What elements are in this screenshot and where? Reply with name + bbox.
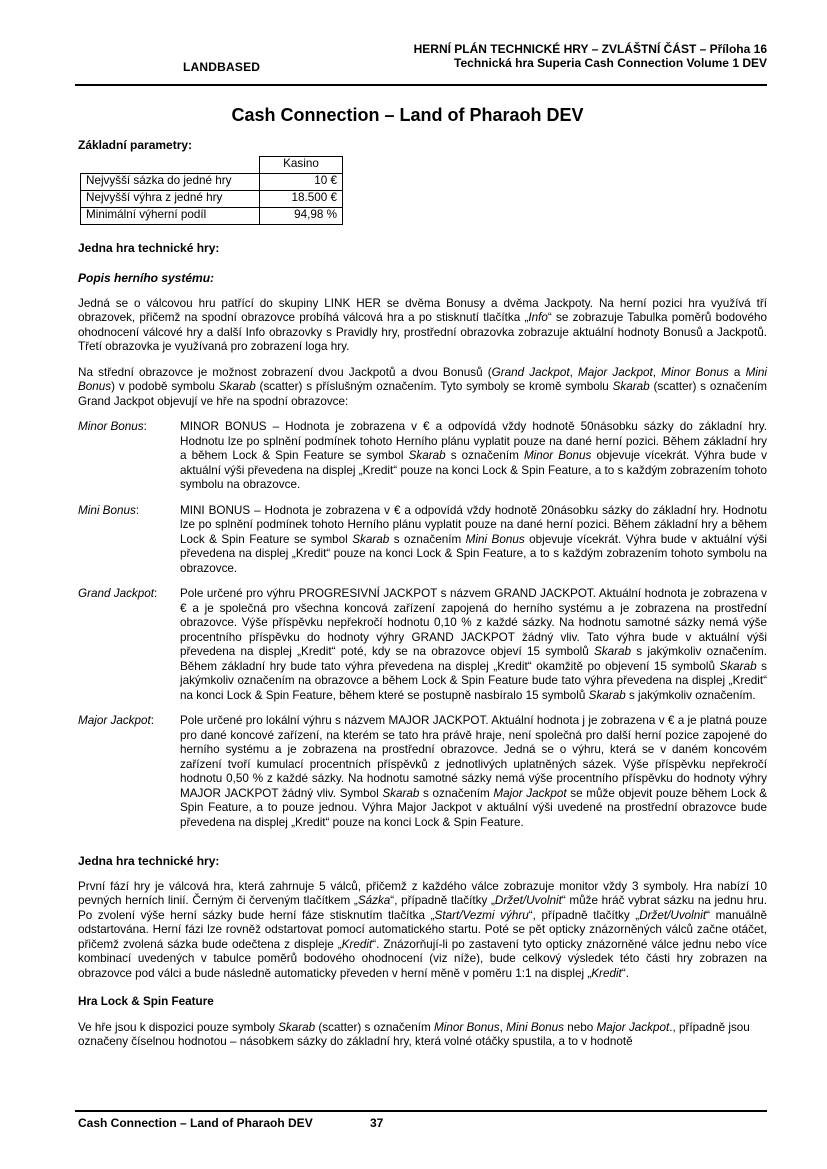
row-value: 18.500 € xyxy=(260,190,343,207)
definition-list xyxy=(78,420,767,830)
table-row xyxy=(81,173,343,190)
footer-title: Cash Connection – Land of Pharaoh DEV xyxy=(78,1116,313,1130)
table-header-row xyxy=(81,156,343,173)
definition-item-minor-bonus xyxy=(78,420,767,493)
paragraph-lock-spin: Ve hře jsou k dispozici pouze symboly Skarab (scatter) s označením Minor Bonus, Mini Bonus nebo Major Jackpot., případně jsou označeny číselnou hodnotou – násobkem sázky do základní hry, která volné otáčky spustila, a to v hodnotě xyxy=(78,1020,750,1048)
header-rule xyxy=(75,84,767,86)
footer-page-number: 37 xyxy=(370,1116,384,1130)
section-heading-popis: Popis herního systému: xyxy=(78,271,215,285)
definition-term: Minor Bonus: xyxy=(78,420,147,433)
table-row xyxy=(81,190,343,207)
row-label: Nejvyšší výhra z jedné hry xyxy=(81,190,260,207)
params-table xyxy=(80,156,343,225)
row-label: Nejvyšší sázka do jedné hry xyxy=(81,173,260,190)
header-right-block xyxy=(414,42,767,70)
definition-item-mini-bonus xyxy=(78,504,767,577)
section-heading-one-game: Jedna hra technické hry: xyxy=(78,240,220,255)
definition-item-major-jackpot xyxy=(78,714,767,830)
paragraph-game-phases: První fází hry je válcová hra, která zahrnuje 5 válců, přičemž z každého válce zobrazuje monitor vždy 3 symboly. Hra nabízí 10 pevných herních linií. Černým či červeným tlačítkem „Sázka“, případně tlačítky „Držet/Uvolnit“ může hráč vybrat sázku na jednu hru. Po zvolení výše herní sázky bude herní fáze stisknutím tlačítka „Start/Vezmi výhru“, případně tlačítky „Držet/Uvolnit“ manuálně odstartována. Herní fázi lze rovněž odstartovat pomocí automatického startu. Poté se pět opticky znázorněných válců začne otáčet, přičemž zvolená sázka bude odečtena z displeje „Kredit“. Znázorňují-li po zastavení tyto opticky znázorněné válce jednu nebo více kombinací uvedených v tabulce poměrů bodového ohodnocení (viz níže), bude celkový výsledek této části hry zobrazen na obrazovce pod válci a bude následně automaticky převeden v herní měně v poměru 1:1 na displej „Kredit“. xyxy=(78,879,767,980)
row-label: Minimální výherní podíl xyxy=(81,207,260,224)
definition-body: Pole určené pro výhru PROGRESIVNÍ JACKPOT s názvem GRAND JACKPOT. Aktuální hodnota je zobrazena v € a je společná pro všechna koncová zařízení zapojená do herního systému a je zobrazena na prostřední obrazovce. Výše příspěvku nepřekročí hodnotu 0,10 % z každé sázky. Na hodnotu samotné sázky nemá výše procentního příspěvku do hodnoty výhry GRAND JACKPOT žádný vliv. Tato výhra bude v aktuální výši převedena na displej „Kredit“ poté, kdy se na obrazovce objeví 15 symbolů Skarab s jakýmkoliv označením. Během základní hry bude tato výhra převedena na displej „Kredit“ okamžitě po objevení 15 symbolů Skarab s jakýmkoliv označením na obrazovce a během Lock & Spin Feature bude tato výhra převedena na displej „Kredit“ na konci Lock & Spin Feature, během které se postupně nasbíralo 15 symbolů Skarab s jakýmkoliv označením. xyxy=(180,587,767,702)
paragraph-system-description: Jedná se o válcovou hru patřící do skupiny LINK HER se dvěma Bonusy a dvěma Jackpoty. Na herní pozici hra využívá tří obrazovek, přičemž na spodní obrazovce probíhá válcová hra a po stisknutí tlačítka „Info“ se zobrazuje Tabulka poměrů bodového ohodnocení válcové hry a další Info obrazovky s Pravidly hry, prostřední obrazovka zobrazuje aktuální hodnoty Bonusů a Jackpotů. Třetí obrazovka je využívaná pro zobrazení loga hry. xyxy=(78,296,767,353)
header-right-line2: Technická hra Superia Cash Connection Volume 1 DEV xyxy=(454,56,767,70)
table-empty-cell xyxy=(81,156,260,173)
definition-term: Mini Bonus: xyxy=(78,503,140,517)
footer-rule xyxy=(75,1110,767,1112)
definition-body: MINI BONUS – Hodnota je zobrazena v € a odpovídá vždy hodnotě 20násobku sázky do základní hry. Hodnotu lze po splnění podmínek tohoto Herního plánu vyplatit pouze na dané herní pozici. Během základní hry a během Lock & Spin Feature se symbol Skarab s označením Mini Bonus objevuje vícekrát. Výhra bude v aktuální výši převedena na displej „Kredit“ pouze na konci Lock & Spin Feature, a to s každým zobrazením tohoto symbolu na obrazovce. xyxy=(180,503,767,575)
row-value: 94,98 % xyxy=(260,207,343,224)
definition-item-grand-jackpot xyxy=(78,587,767,703)
row-value: 10 € xyxy=(260,173,343,190)
params-heading: Základní parametry: xyxy=(78,138,193,152)
header-right-line1: HERNÍ PLÁN TECHNICKÉ HRY – ZVLÁŠTNÍ ČÁST – Příloha 16 xyxy=(413,42,767,56)
section-heading-lock-spin: Hra Lock & Spin Feature xyxy=(78,995,214,1008)
paragraph-middle-screen: Na střední obrazovce je možnost zobrazení dvou Jackpotů a dvou Bonusů (Grand Jackpot, Major Jackpot, Minor Bonus a Mini Bonus) v podobě symbolu Skarab (scatter) s příslušným označením. Tyto symboly se kromě symbolu Skarab (scatter) s označením Grand Jackpot objevují ve hře na spodní obrazovce: xyxy=(78,365,768,408)
definition-body: Pole určené pro lokální výhru s názvem MAJOR JACKPOT. Aktuální hodnota j je zobrazena v € a je platná pouze pro dané koncové zařízení, na kterém se tato hra právě hraje, není společná pro další herní pozice zapojené do herního systému a je zobrazena na prostřední obrazovce. Jedná se o výhru, která se v daném koncovém zařízení tvoří kumulací procentních příspěvků z jednotlivých uplatněných sázek. Výše příspěvku nepřekročí hodnotu 0,50 % z každé sázky. Na hodnotu samotné sázky nemá výše procentního příspěvku do hodnoty výhry MAJOR JACKPOT žádný vliv. Symbol Skarab s označením Major Jackpot se může objevit pouze během Lock & Spin Feature, a to pouze jednou. Výhra Major Jackpot v aktuální výši uvedené na prostřední obrazovce bude převedena na displej „Kredit“ pouze na konci Lock & Spin Feature. xyxy=(180,714,767,829)
section-heading-one-game-2: Jedna hra technické hry: xyxy=(78,854,220,868)
header-left-label: LANDBASED xyxy=(183,60,261,74)
table-col-header-kasino: Kasino xyxy=(260,156,343,173)
definition-term: Major Jackpot: xyxy=(78,714,155,727)
page-title: Cash Connection – Land of Pharaoh DEV xyxy=(231,105,584,125)
definition-term: Grand Jackpot: xyxy=(78,587,158,600)
table-row xyxy=(81,207,343,224)
definition-body: MINOR BONUS – Hodnota je zobrazena v € a odpovídá vždy hodnotě 50násobku sázky do základní hry. Hodnotu lze po splnění podmínek tohoto Herního plánu vyplatit pouze na dané herní pozici. Během základní hry a během Lock & Spin Feature se symbol Skarab s označením Minor Bonus objevuje vícekrát. Výhra bude v aktuální výši převedena na displej „Kredit“ pouze na konci Lock & Spin Feature, a to s každým zobrazením tohoto symbolu na obrazovce. xyxy=(180,420,767,491)
document-body xyxy=(78,98,767,1050)
